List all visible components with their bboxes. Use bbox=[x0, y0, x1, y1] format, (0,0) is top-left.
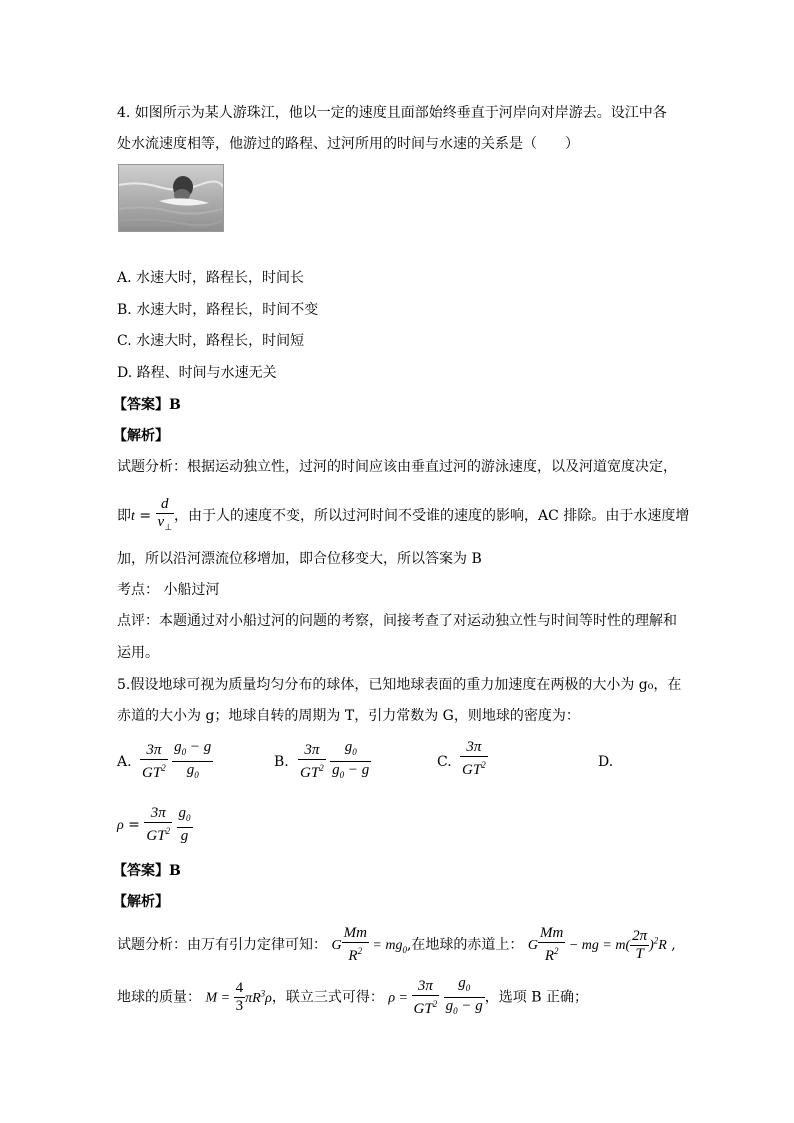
q5-analysis-line1: 试题分析：由万有引力定律可知： G $\frac{Mm}{R^2}$ = $mg_0$,在地球的赤道上： G $\frac{Mm}{R^2}$ − mg = m( $\frac{2\pi}{T}$ )$^2$R , bbox=[117, 925, 676, 964]
formula-gravitation-equator: $\frac{Mm}{R^2}$ bbox=[540, 925, 564, 964]
formula-t-equals: t bbox=[131, 509, 135, 524]
q4-stem-line1: 4. 如图所示为某人游珠江，他以一定的速度且面部始终垂直于河岸向对岸游去。设江中各 bbox=[117, 105, 667, 121]
q4-kaodian: 考点： 小船过河 bbox=[117, 582, 220, 598]
q5-option-a-label: A. bbox=[117, 754, 132, 770]
q5-option-d bbox=[598, 752, 613, 772]
q4-option-a: A. 水速大时，路程长，时间长 bbox=[117, 270, 305, 286]
q4-dianping-line1: 点评：本题通过对小船过河的问题的考察，间接考查了对运动独立性与时间等时性的理解和 bbox=[117, 613, 677, 629]
q5-option-a bbox=[117, 752, 132, 772]
q5-option-c bbox=[437, 752, 452, 772]
q4-option-c: C. 水速大时，路程长，时间短 bbox=[117, 333, 305, 349]
q5-option-d-formula: ρ = $\frac{3\pi}{GT^2}$ $\frac{g_0}{g}$ bbox=[117, 805, 191, 844]
q4-analysis-line2-prefix: 即 bbox=[117, 508, 131, 524]
q5-analysis-line2-mid: ，联立三式可得： bbox=[271, 989, 384, 1006]
q4-stem-line2: 处水流速度相等，他游过的路程、过河所用的时间与水速的关系是（ ） bbox=[117, 136, 579, 152]
formula-earth-mass: $\frac{4}{3}$ bbox=[235, 980, 244, 1014]
q5-analysis-label: 【解析】 bbox=[113, 894, 169, 910]
q4-option-b: B. 水速大时，路程长，时间不变 bbox=[117, 302, 319, 318]
q5-analysis-line2-prefix: 地球的质量： bbox=[117, 989, 201, 1006]
q4-analysis-line1: 试题分析：根据运动独立性，过河的时间应该由垂直过河的游泳速度，以及河道宽度决定， bbox=[117, 459, 677, 475]
q5-stem-line1: 5.假设地球可视为质量均匀分布的球体，已知地球表面的重力加速度在两极的大小为 g₀，在 bbox=[117, 677, 682, 693]
formula-gravitation-pole: $\frac{Mm}{R^2}$ bbox=[343, 925, 367, 964]
q4-dianping-line2: 运用。 bbox=[117, 645, 159, 661]
q5-option-b bbox=[274, 752, 289, 772]
q4-answer: 【答案】B bbox=[113, 397, 181, 413]
formula-density-result: $\frac{3\pi}{GT^2}$ bbox=[413, 977, 438, 1017]
q5-analysis-line2: 地球的质量： M = $\frac{4}{3}$ $\pi R^3\rho$，联立三式可得： ρ = $\frac{3\pi}{GT^2}$ $\frac{g_0}{g_0 - g}$ ，选项 B 正确； bbox=[117, 975, 588, 1017]
formula-d-over-v: $\frac{d}{v_\perp}$ bbox=[157, 496, 173, 532]
q5-option-c-formula: $\frac{3\pi}{GT^2}$ bbox=[462, 739, 486, 778]
q5-option-a-formula: $\frac{3\pi}{GT^2}$ $\frac{g_0 - g}{g_0}$ bbox=[142, 739, 212, 781]
q5-option-c-label: C. bbox=[437, 754, 452, 770]
q4-analysis-line3: 加，所以沿河漂流位移增加，即合位移变大，所以答案为 B bbox=[117, 551, 482, 567]
q4-analysis-line2: 即t = $\frac{d}{v_\perp}$ ，由于人的速度不变，所以过河时间不受谁的速度的影响，AC 排除。由于水速度增 bbox=[117, 496, 689, 536]
q5-option-b-formula: $\frac{3\pi}{GT^2}$ $\frac{g_0}{g_0 - g}$ bbox=[300, 739, 370, 781]
q4-option-d: D. 路程、时间与水速无关 bbox=[117, 365, 277, 381]
q5-option-d-label: D. bbox=[598, 754, 614, 770]
q5-analysis-line2-suffix: ，选项 B 正确； bbox=[484, 989, 588, 1006]
q4-analysis-label: 【解析】 bbox=[113, 428, 169, 444]
q5-analysis-line1-prefix: 试题分析：由万有引力定律可知： bbox=[117, 937, 327, 953]
q4-analysis-line2-suffix: ，由于人的速度不变，所以过河时间不受谁的速度的影响，AC 排除。由于水速度增 bbox=[174, 508, 690, 524]
q5-stem-line2: 赤道的大小为 g；地球自转的周期为 T，引力常数为 G，则地球的密度为： bbox=[117, 708, 580, 724]
q5-analysis-line1-mid: ,在地球的赤道上： bbox=[406, 937, 524, 953]
q5-option-b-label: B. bbox=[274, 754, 289, 770]
swimmer-photo bbox=[118, 164, 224, 232]
q5-answer: 【答案】B bbox=[113, 863, 181, 879]
